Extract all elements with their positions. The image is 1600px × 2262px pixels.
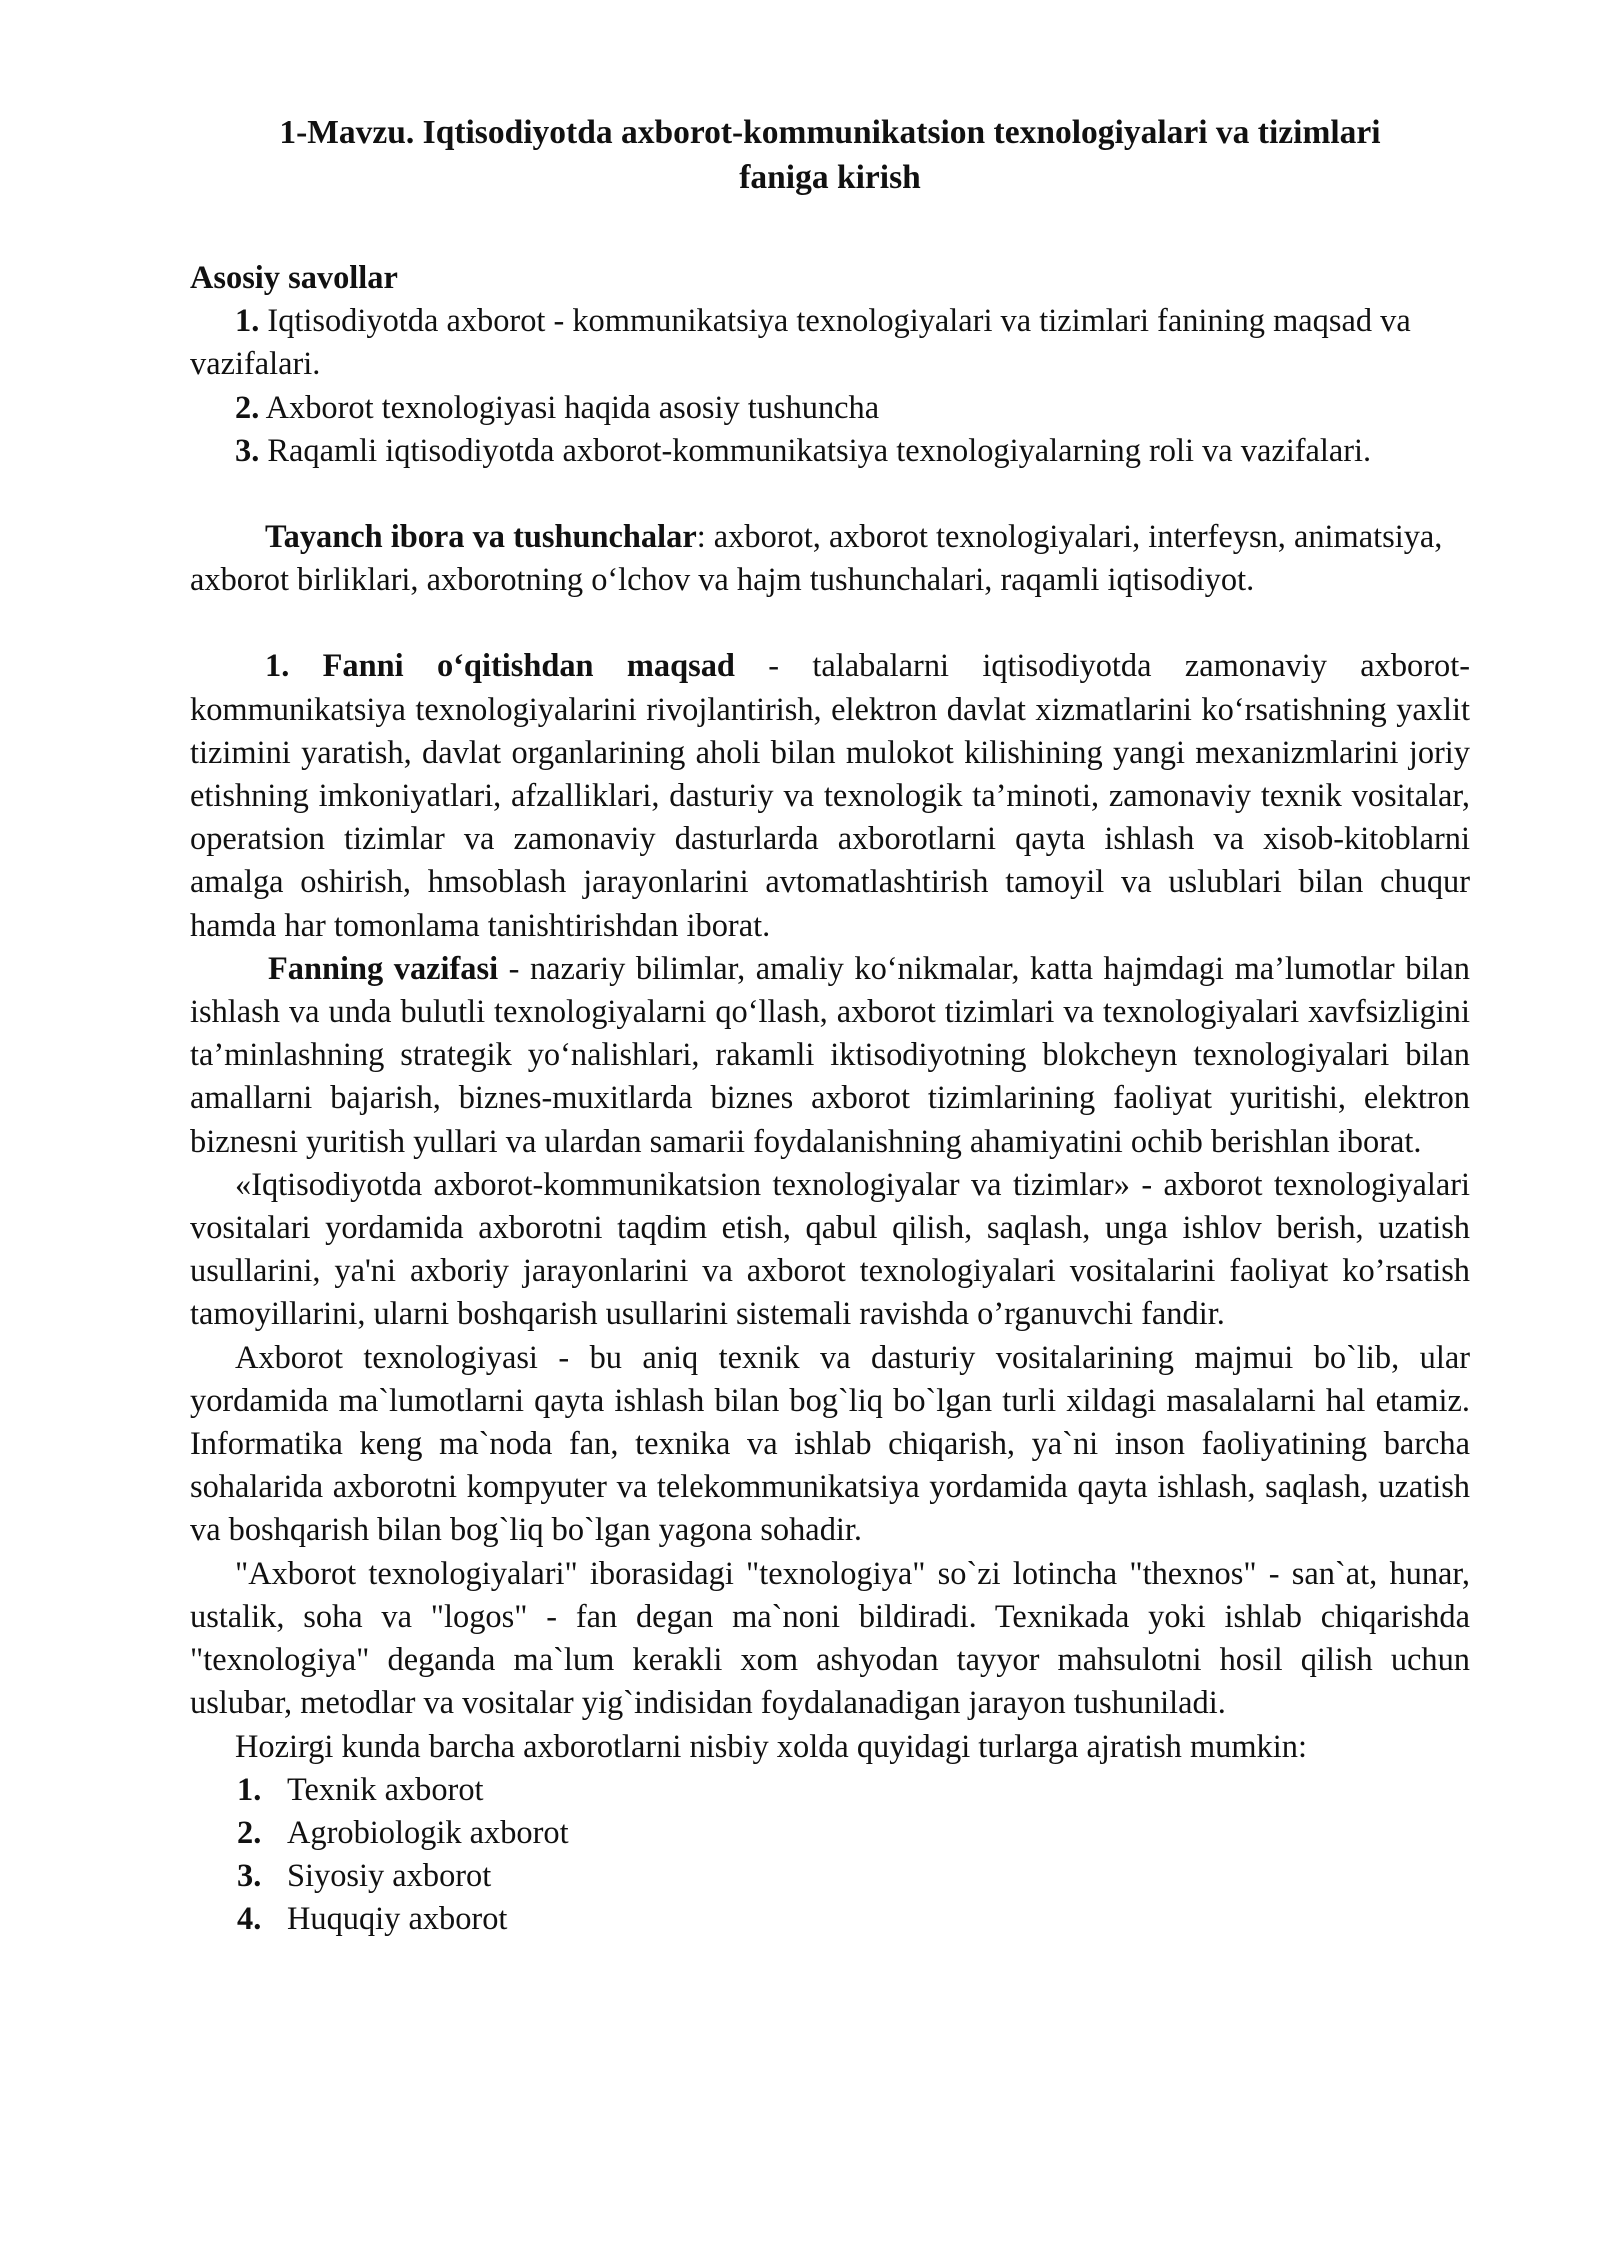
list-item: [190, 1812, 1470, 1855]
keywords-text: : axborot, axborot texnologiyalari, interfeysn, animatsiya, axborot birliklari, axborotning o‘lchov va hajm tushunchalari, raqamli iqtisodiyot.: [190, 519, 1443, 599]
list-item: [190, 1898, 1470, 1941]
list-number: 1.: [237, 1771, 262, 1808]
list-text: Siyosiy axborot: [287, 1858, 492, 1895]
technology-paragraph: Axborot texnologiyasi - bu aniq texnik va dasturiy vositalarining majmui bo`lib, ular yordamida ma`lumotlarni qayta ishlash bilan bog`liq bo`lgan turli xildagi masalalarni hal etamiz. Informatika keng ma`noda fan, texnika va ishlab chiqarish, ya`ni inson faoliyatining barcha sohalarida axborotni kompyuter va telekommunikatsiya yordamida qayta ishlash, saqlash, uzatish va boshqarish bilan bog`liq bo`lgan yagona sohadir.: [190, 1339, 1470, 1549]
question-text: Raqamli iqtisodiyotda axborot-kommunikatsiya texnologiyalarning roli va vazifalari.: [267, 432, 1372, 469]
types-intro: Hozirgi kunda barcha axborotlarni nisbiy xolda quyidagi turlarga ajratish mumkin:: [235, 1728, 1307, 1765]
list-number: 3.: [237, 1858, 262, 1895]
question-item: [190, 300, 1470, 386]
list-number: 2.: [237, 1814, 262, 1851]
goal-label: 1. Fanni o‘qitishdan maqsad: [265, 648, 735, 685]
task-text: - nazariy bilimlar, amaliy ko‘nikmalar, katta hajmdagi ma’lumotlar bilan ishlash va unda bulutli texnologiyalarni qo‘llash, axborot tizimlari va texnologiyalari xavfsizligini ta’minlashning strategik yo‘nalishlari, rakamli iktisodiyotning blokcheyn texnologiyalari bilan amallarni bajarish, biznes-muxitlarda biznes axborot tizimlarining faoliyat yuritishi, elektron biznesni yuritish yullari va ulardan samarii foydalanishning ahamiyatini ochib berishlan iborat.: [190, 950, 1470, 1160]
task-paragraph: [190, 948, 1470, 1164]
definition-paragraph: «Iqtisodiyotda axborot-kommunikatsion texnologiyalar va tizimlar» - axborot texnologiyalari vositalari yordamida axborotni taqdim etish, qabul qilish, saqlash, unga ishlov berish, uzatish usullarini, ya'ni axboriy jarayonlarini va axborot texnologiyalari vositalarini faoliyat ko’rsatish tamoyillarini, ularni boshqarish usullarini sistemali ravishda o’rganuvchi fandir.: [190, 1166, 1470, 1333]
title-line-2: faniga kirish: [739, 159, 921, 196]
list-text: Texnik axborot: [287, 1771, 484, 1808]
task-label: Fanning vazifasi: [268, 950, 499, 987]
question-text: Iqtisodiyotda axborot - kommunikatsiya texnologiyalari va tizimlari fanining maqsad va vazifalari.: [190, 303, 1411, 383]
goal-paragraph: [190, 645, 1470, 947]
goal-text: - talabalarni iqtisodiyotda zamonaviy axborot-kommunikatsiya texnologiyalarini rivojlantirish, elektron davlat xizmatlarini ko‘rsatishning yaxlit tizimini yaratish, davlat organlarining aholi bilan mulokot kilishining yangi mexanizmlarini joriy etishning imkoniyatlari, afzalliklari, dasturiy va texnologik ta’minoti, zamonaviy texnik vositalar, operatsion tizimlar va zamonaviy dasturlarda axborotlarni qayta ishlash va xisob-kitoblarni amalga oshirish, hmsoblash jarayonlarini avtomatlashtirish tamoyil va uslublari bilan chuqur hamda har tomonlama tanishtirishdan iborat.: [190, 648, 1470, 944]
question-text: Axborot texnologiyasi haqida asosiy tushuncha: [265, 389, 880, 426]
list-text: Agrobiologik axborot: [287, 1814, 569, 1851]
types-list: [190, 1769, 1470, 1942]
questions-heading: Asosiy savollar: [190, 260, 398, 296]
keywords-paragraph: [190, 516, 1470, 602]
title-line-1: 1-Mavzu. Iqtisodiyotda axborot-kommunikatsion texnologiyalari va tizimlari: [279, 114, 1381, 151]
question-item: [190, 387, 1470, 430]
document-page: [190, 110, 1470, 1942]
etymology-paragraph: "Axborot texnologiyalari" iborasidagi "texnologiya" so`zi lotincha "thexnos" - san`at, hunar, ustalik, soha va "logos" - fan degan ma`noni bildiradi. Texnikada yoki ishlab chiqarishda "texnologiya" deganda ma`lum kerakli xom ashyodan tayyor mahsulotni hosil qilish uchun uslubar, metodlar va vositalar yig`indisidan foydalanadigan jarayon tushuniladi.: [190, 1555, 1470, 1722]
question-number: 3.: [235, 432, 260, 469]
question-number: 2.: [235, 389, 260, 426]
question-item: [190, 430, 1470, 473]
keywords-label: Tayanch ibora va tushunchalar: [265, 519, 697, 556]
list-item: [190, 1769, 1470, 1812]
list-text: Huquqiy axborot: [287, 1901, 508, 1938]
page-title: [200, 110, 1460, 200]
question-number: 1.: [235, 303, 260, 340]
list-item: [190, 1855, 1470, 1898]
list-number: 4.: [237, 1901, 262, 1938]
